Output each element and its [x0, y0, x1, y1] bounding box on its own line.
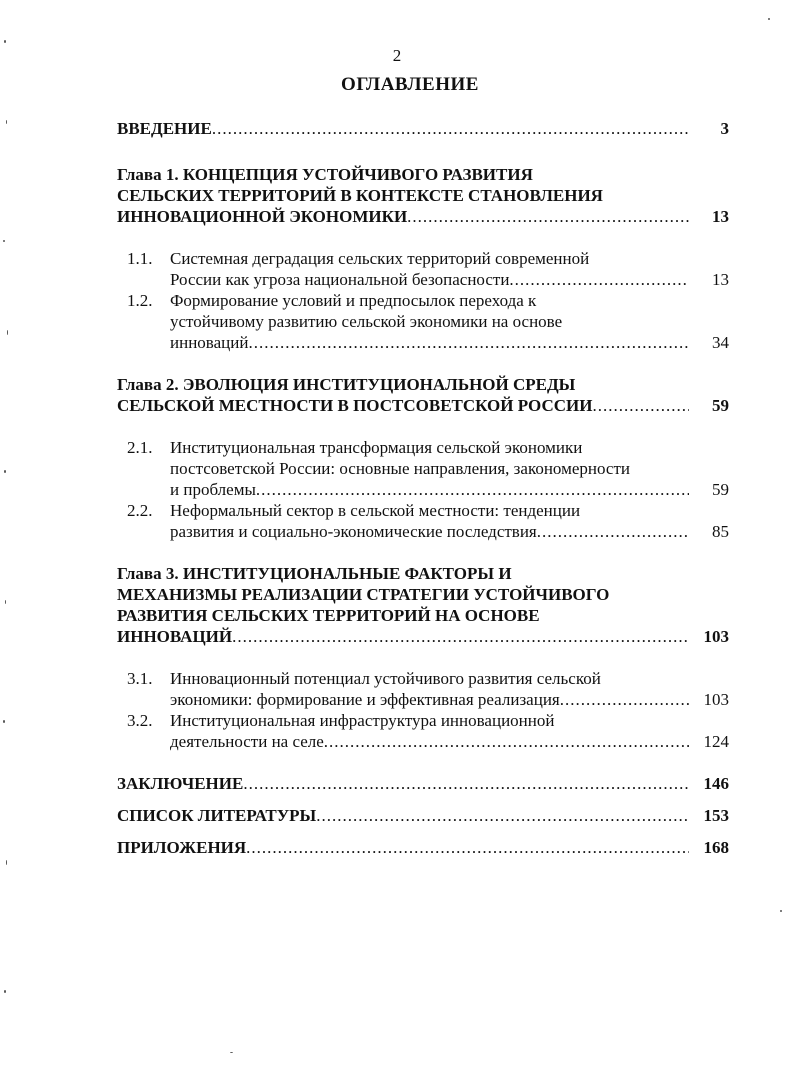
toc-entry-section-2-1[interactable] [117, 437, 729, 500]
page-number: 2 [392, 46, 402, 65]
toc-entry-title-line: Системная деградация сельских территорий современной [170, 249, 590, 268]
toc-entry-title-line: Глава 2. ЭВОЛЮЦИЯ ИНСТИТУЦИОНАЛЬНОЙ СРЕДЫ [117, 375, 576, 394]
toc-entry-title-line: постсоветской России: основные направления, закономерности [170, 459, 631, 478]
toc-entry-title-line: деятельности на селе [170, 732, 324, 751]
toc-entry-number: 2.1. [127, 438, 153, 457]
toc-entry-title-line: СЕЛЬСКИХ ТЕРРИТОРИЙ В КОНТЕКСТЕ СТАНОВЛЕНИЯ [117, 186, 603, 205]
toc-entry-bibliography[interactable] [117, 805, 729, 826]
toc-entry-page: 59 [712, 396, 729, 415]
toc-entry-title-line: Неформальный сектор в сельской местности: тенденции [170, 501, 581, 520]
toc-entry-title-line: Институциональная инфраструктура инновационной [170, 711, 555, 730]
toc-entry-title-line: Формирование условий и предпосылок перехода к [170, 291, 537, 310]
toc-entry-section-3-2[interactable] [117, 710, 729, 752]
toc-entry-title: ВВЕДЕНИЕ [117, 119, 212, 138]
toc-entry-title-line: и проблемы [170, 480, 256, 499]
toc-entry-conclusion[interactable] [117, 773, 729, 794]
toc-title: ОГЛАВЛЕНИЕ [341, 74, 479, 95]
toc-entry-number: 3.1. [127, 669, 153, 688]
toc-entry-title-line: Глава 1. КОНЦЕПЦИЯ УСТОЙЧИВОГО РАЗВИТИЯ [117, 165, 533, 184]
toc-entry-page: 13 [712, 270, 729, 289]
toc-entry-title-line: Глава 3. ИНСТИТУЦИОНАЛЬНЫЕ ФАКТОРЫ И [117, 564, 512, 583]
toc-entry-title-line: экономики: формирование и эффективная реализация [170, 690, 560, 709]
toc-entry-number: 1.2. [127, 291, 153, 310]
toc-entry-section-3-1[interactable] [117, 668, 729, 710]
toc-entry-title-line: инноваций [170, 333, 249, 352]
toc-entry-title-line: РАЗВИТИЯ СЕЛЬСКИХ ТЕРРИТОРИЙ НА ОСНОВЕ [117, 606, 540, 625]
toc-entry-page: 124 [703, 732, 729, 751]
toc-entry-section-1-1[interactable] [117, 248, 729, 290]
table-of-contents [117, 118, 729, 858]
toc-entry-title-line: Институциональная трансформация сельской экономики [170, 438, 583, 457]
toc-entry-title-line: ИННОВАЦИОННОЙ ЭКОНОМИКИ [117, 207, 408, 226]
toc-entry-title-line: МЕХАНИЗМЫ РЕАЛИЗАЦИИ СТРАТЕГИИ УСТОЙЧИВОГО [117, 585, 610, 604]
toc-entry-page: 103 [703, 690, 729, 709]
toc-entry-section-2-2[interactable] [117, 500, 729, 542]
toc-entry-title: СПИСОК ЛИТЕРАТУРЫ [117, 806, 317, 825]
toc-entry-title-line: СЕЛЬСКОЙ МЕСТНОСТИ В ПОСТСОВЕТСКОЙ РОССИИ [117, 396, 593, 415]
toc-entry-title-line: Инновационный потенциал устойчивого развития сельской [170, 669, 601, 688]
toc-entry-number: 3.2. [127, 711, 153, 730]
toc-entry-number: 1.1. [127, 249, 153, 268]
toc-entry-page: 34 [712, 333, 729, 352]
toc-entry-chapter-3[interactable] [117, 563, 729, 647]
toc-entry-title-line: развития и социально-экономические последствия [170, 522, 537, 541]
toc-entry-title: ЗАКЛЮЧЕНИЕ [117, 774, 244, 793]
toc-entry-page: 85 [712, 522, 729, 541]
toc-entry-chapter-1[interactable] [117, 164, 729, 227]
toc-entry-title-line: ИННОВАЦИЙ [117, 627, 233, 646]
toc-entry-page: 13 [712, 207, 729, 226]
toc-entry-page: 59 [712, 480, 729, 499]
toc-entry-section-1-2[interactable] [117, 290, 729, 353]
toc-entry-introduction[interactable] [117, 118, 729, 139]
toc-entry-page: 153 [703, 806, 729, 825]
toc-entry-chapter-2[interactable] [117, 374, 729, 416]
toc-entry-page: 146 [703, 774, 729, 793]
toc-entry-appendices[interactable] [117, 837, 729, 858]
toc-entry-title: ПРИЛОЖЕНИЯ [117, 838, 247, 857]
toc-entry-page: 168 [703, 838, 729, 857]
toc-entry-page: 103 [703, 627, 729, 646]
toc-entry-title-line: России как угроза национальной безопасности [170, 270, 510, 289]
toc-entry-number: 2.2. [127, 501, 153, 520]
toc-entry-page: 3 [720, 119, 729, 138]
toc-entry-title-line: устойчивому развитию сельской экономики на основе [170, 312, 563, 331]
